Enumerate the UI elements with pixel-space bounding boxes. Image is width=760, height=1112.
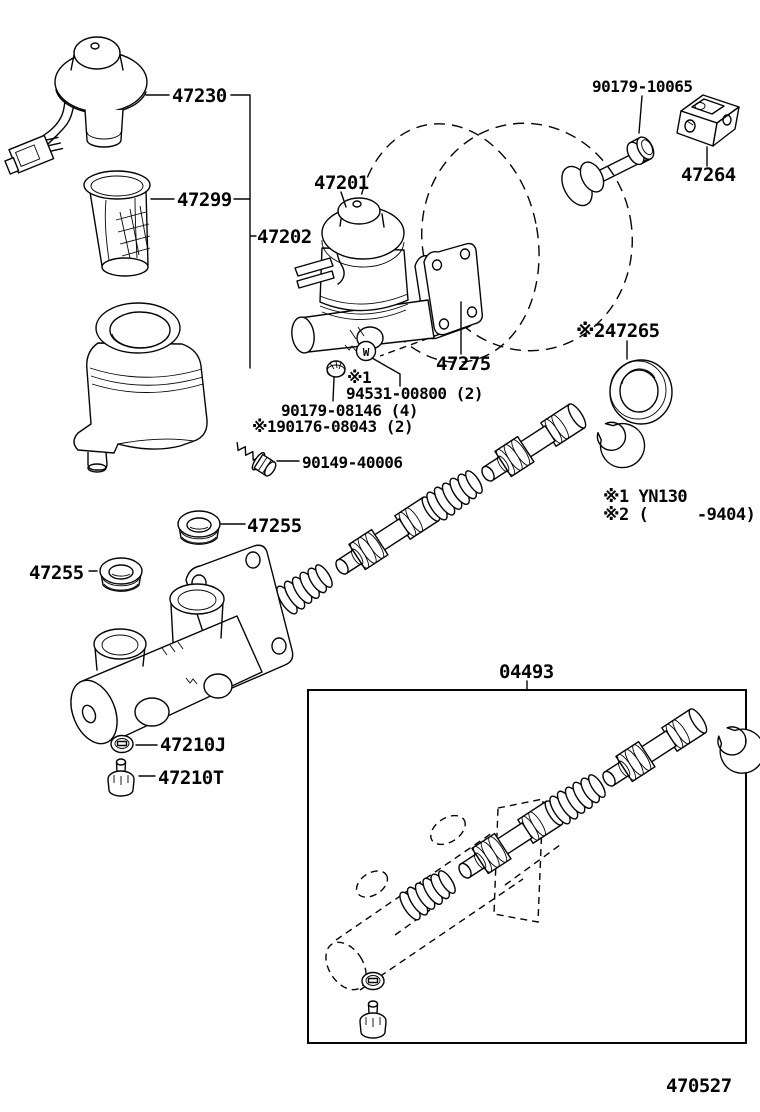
label-47201: 47201 xyxy=(314,172,369,194)
kit-secondary-piston xyxy=(597,706,711,794)
flange-nut xyxy=(327,361,345,377)
label-47264: 47264 xyxy=(681,164,736,186)
label-47210j: 47210J xyxy=(160,734,226,756)
secondary-piston xyxy=(476,401,590,489)
label-90149-40006: 90149-40006 xyxy=(302,453,403,472)
grommet-front xyxy=(100,558,142,591)
label-ref-1: ※1 xyxy=(347,368,372,387)
label-47202: 47202 xyxy=(257,226,312,248)
reservoir-cap-assembly xyxy=(2,37,147,176)
strainer-mesh xyxy=(116,206,150,258)
figure-code: 470527 xyxy=(666,1075,732,1097)
label-94531-00800: 94531-00800 (2) xyxy=(346,384,483,403)
label-90179-08146: 90179-08146 (4) xyxy=(281,401,418,420)
label-47230: 47230 xyxy=(172,85,227,107)
bleeder-47210t xyxy=(108,759,134,796)
reservoir-tank xyxy=(74,303,207,472)
label-90176-08043: ※190176-08043 (2) xyxy=(252,417,414,436)
w-symbol-letter: W xyxy=(362,346,370,359)
kit-primary-piston xyxy=(453,798,567,886)
grommet-rear xyxy=(178,511,220,544)
pushrod-nut xyxy=(624,134,657,167)
reservoir-outlet xyxy=(88,452,107,470)
reservoir-strainer xyxy=(84,171,150,276)
label-247265: ※247265 xyxy=(576,320,660,342)
kit-primary-spring xyxy=(396,866,460,923)
kit-snap-ring xyxy=(707,716,760,782)
primary-piston xyxy=(330,494,444,582)
label-47210t: 47210T xyxy=(158,767,224,789)
label-90179-10065: 90179-10065 xyxy=(592,77,693,96)
master-cylinder-assembly xyxy=(290,198,483,354)
note-9404: ※2 ( -9404) xyxy=(603,505,756,525)
kit-bleeder-plug xyxy=(360,1001,386,1038)
washer-47210j xyxy=(111,736,133,753)
label-47299: 47299 xyxy=(177,189,232,211)
master-cylinder-body xyxy=(62,545,293,750)
label-47255-rear: 47255 xyxy=(247,515,302,537)
label-04493: 04493 xyxy=(499,661,554,683)
label-47255-front: 47255 xyxy=(29,562,84,584)
clevis xyxy=(677,95,739,146)
label-47275: 47275 xyxy=(436,353,491,375)
cap-wire-connector xyxy=(2,131,65,176)
bolt-90149-40006 xyxy=(230,438,279,480)
inlet-seal-247265 xyxy=(610,360,672,424)
primary-return-spring xyxy=(273,560,337,617)
note-yn130: ※1 YN130 xyxy=(603,487,688,507)
kit-gasket-washer xyxy=(362,973,384,990)
